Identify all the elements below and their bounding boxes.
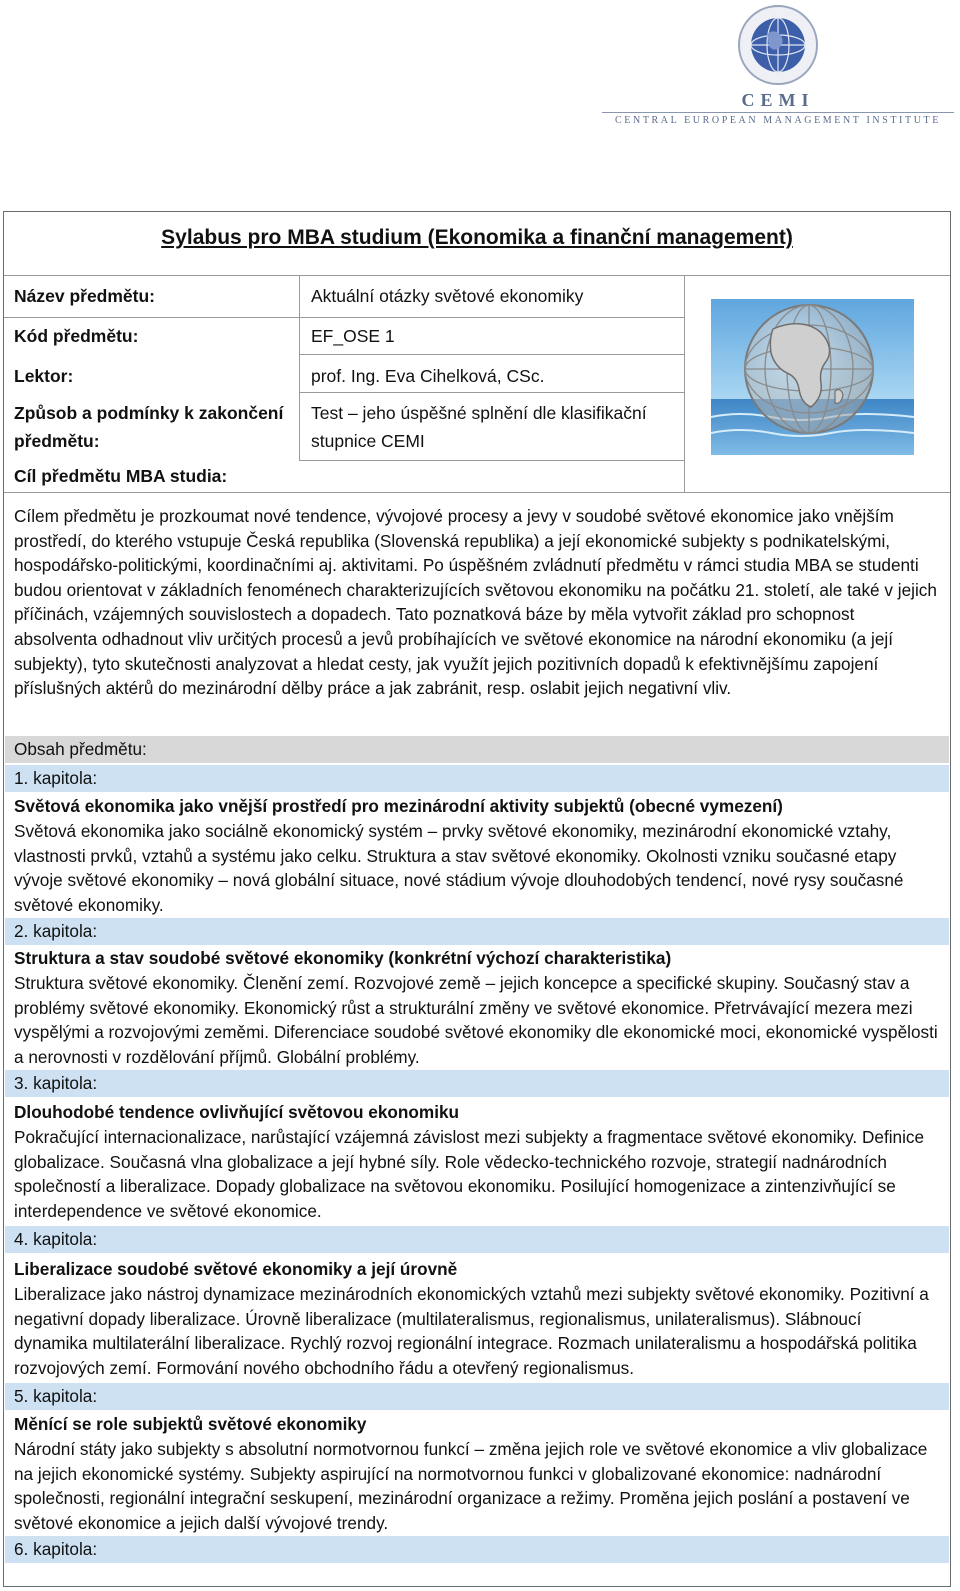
chapter-2-body: Struktura světové ekonomiky. Členění zemí. Rozvojové země – jejich koncepce a specifické skupiny. Současný stav a problémy světové ekonomiky. Ekonomický růst a strukturální změny ve světové ekonomice. Přetrvávající mezera mezi vyspělými a rozvojovými zeměmi. Diferenciace soudobé světové ekonomiky dle ekonomické moci, ekonomické vyspělosti a nerovnosti v rozdělování příjmů. Globální problémy. [14, 973, 938, 1067]
course-aims-text: Cílem předmětu je prozkoumat nové tendence, vývojové procesy a jevy v soudobé světové ekonomice jako vnějším prostředí, do kterého vstupuje Česká republika (Slovenská republika) a její ekonomické subjekty s podnikatelskými, hospodářsko-politickými, koordinačními aj. aktivitami. Po úspěšném zvládnutí předmětu v rámci studia MBA se studenti budou orientovat v základních fenoménech charakterizujících světovou ekonomiku na počátku 21. století, ale také v jejich příčinách, vzájemných souvislostech a dopadech. Tato poznatková báze by měla vytvořit základ pro schopnost absolventa odhadnout vliv určitých procesů a jevů probíhajících ve světové ekonomice na národní ekonomiku (a její subjekty), tyto skutečnosti analyzovat a hledat cesty, jak využít jejich pozitivních dopadů k efektivnějšímu zapojení příslušných aktérů do mezinárodní dělby práce a jak zabránit, resp. oslabit jejich negativní vliv. [14, 506, 937, 699]
page-title: Sylabus pro MBA studium (Ekonomika a finanční management) [161, 226, 793, 249]
cemi-emblem-icon [737, 4, 819, 86]
completion-label-line2: předmětu: [14, 431, 100, 451]
code-value: EF_OSE 1 [311, 326, 395, 346]
completion-label-line1: Způsob a podmínky k zakončení [14, 403, 284, 423]
chapter-4-title: Liberalizace soudobé světové ekonomiky a její úrovně [14, 1259, 458, 1279]
lecturer-label: Lektor: [14, 366, 74, 386]
logo-name: CEMI [741, 90, 815, 110]
completion-value-line1: Test – jeho úspěšné splnění dle klasifikační [311, 403, 647, 423]
divider [299, 354, 684, 355]
subject-name-value: Aktuální otázky světové ekonomiky [311, 286, 584, 306]
lecturer-value: prof. Ing. Eva Cihelková, CSc. [311, 366, 545, 386]
divider [4, 492, 950, 493]
logo-subtitle: CENTRAL EUROPEAN MANAGEMENT INSTITUTE [615, 115, 941, 126]
chapter-5-body: Národní státy jako subjekty s absolutní normotvornou funkcí – změna jejich role ve světové ekonomice a vliv globalizace na jejich ekonomické systémy. Subjekty aspirující na normotvornou funkci v globalizované ekonomice: nadnárodní společnosti, regionální integrační seskupení, mezinárodní organizace a režimy. Proměna jejich poslání a postavení ve světové ekonomice a jejich další vývojové trendy. [14, 1439, 928, 1533]
goal-label: Cíl předmětu MBA studia: [14, 466, 228, 486]
chapter-3-title: Dlouhodobé tendence ovlivňující světovou ekonomiku [14, 1102, 460, 1122]
chapter-1-label: 1. kapitola: [5, 765, 949, 792]
divider [684, 275, 685, 493]
divider [299, 392, 684, 393]
divider [299, 275, 300, 461]
code-label: Kód předmětu: [14, 326, 139, 346]
divider [299, 460, 684, 461]
completion-value-line2: stupnice CEMI [311, 431, 425, 451]
chapter-2-label: 2. kapitola: [5, 918, 949, 945]
chapter-6-label: 6. kapitola: [5, 1536, 949, 1563]
divider [4, 317, 684, 318]
chapter-3-label: 3. kapitola: [5, 1070, 949, 1097]
chapter-5-title: Měnící se role subjektů světové ekonomiky [14, 1414, 367, 1434]
divider [4, 275, 950, 276]
chapter-1-body: Světová ekonomika jako sociálně ekonomický systém – prvky světové ekonomiky, mezinárodní ekonomické vztahy, vlastnosti prvků, vztahů a systému jako celku. Struktura a stav světové ekonomiky. Okolnosti vzniku současné etapy vývoje světové ekonomiky – nová globální situace, nové stádium vývoje dlouhodobých tendencí, nové rysy současné světové ekonomiky. [14, 821, 904, 915]
chapter-2-title: Struktura a stav soudobé světové ekonomiky (konkrétní výchozí charakteristika) [14, 948, 672, 968]
content-header: Obsah předmětu: [5, 736, 949, 763]
logo-divider [602, 112, 954, 113]
globe-image [711, 299, 914, 455]
chapter-4-label: 4. kapitola: [5, 1226, 949, 1253]
chapter-4-body: Liberalizace jako nástroj dynamizace mezinárodních ekonomických vztahů mezi subjekty světové ekonomiky. Pozitivní a negativní dopady liberalizace. Úrovně liberalizace (multilateralismus, regionalismus, unilateralismus). Slábnoucí dynamika multilaterální liberalizace. Rychlý rozvoj regionální integrace. Rozmach unilateralismu a hospodářská politika rozvojových zemí. Formování nového obchodního řádu a otevřený regionalismus. [14, 1284, 929, 1378]
chapter-5-label: 5. kapitola: [5, 1383, 949, 1410]
chapter-3-body: Pokračující internacionalizace, narůstající vzájemná závislost mezi subjekty a fragmentace světové ekonomiky. Definice globalizace. Současná vlna globalizace a její hybné síly. Role vědecko-technického rozvoje, strategií nadnárodních společností a liberalizace. Dopady globalizace na světovou ekonomiku. Posilující homogenizace a zintenzivňující se interdependence ve světové ekonomice. [14, 1127, 925, 1221]
syllabus-table [3, 211, 951, 1587]
chapter-1-title: Světová ekonomika jako vnější prostředí pro mezinárodní aktivity subjektů (obecné vymezení) [14, 796, 783, 816]
subject-name-label: Název předmětu: [14, 286, 156, 306]
cemi-logo [602, 4, 954, 128]
